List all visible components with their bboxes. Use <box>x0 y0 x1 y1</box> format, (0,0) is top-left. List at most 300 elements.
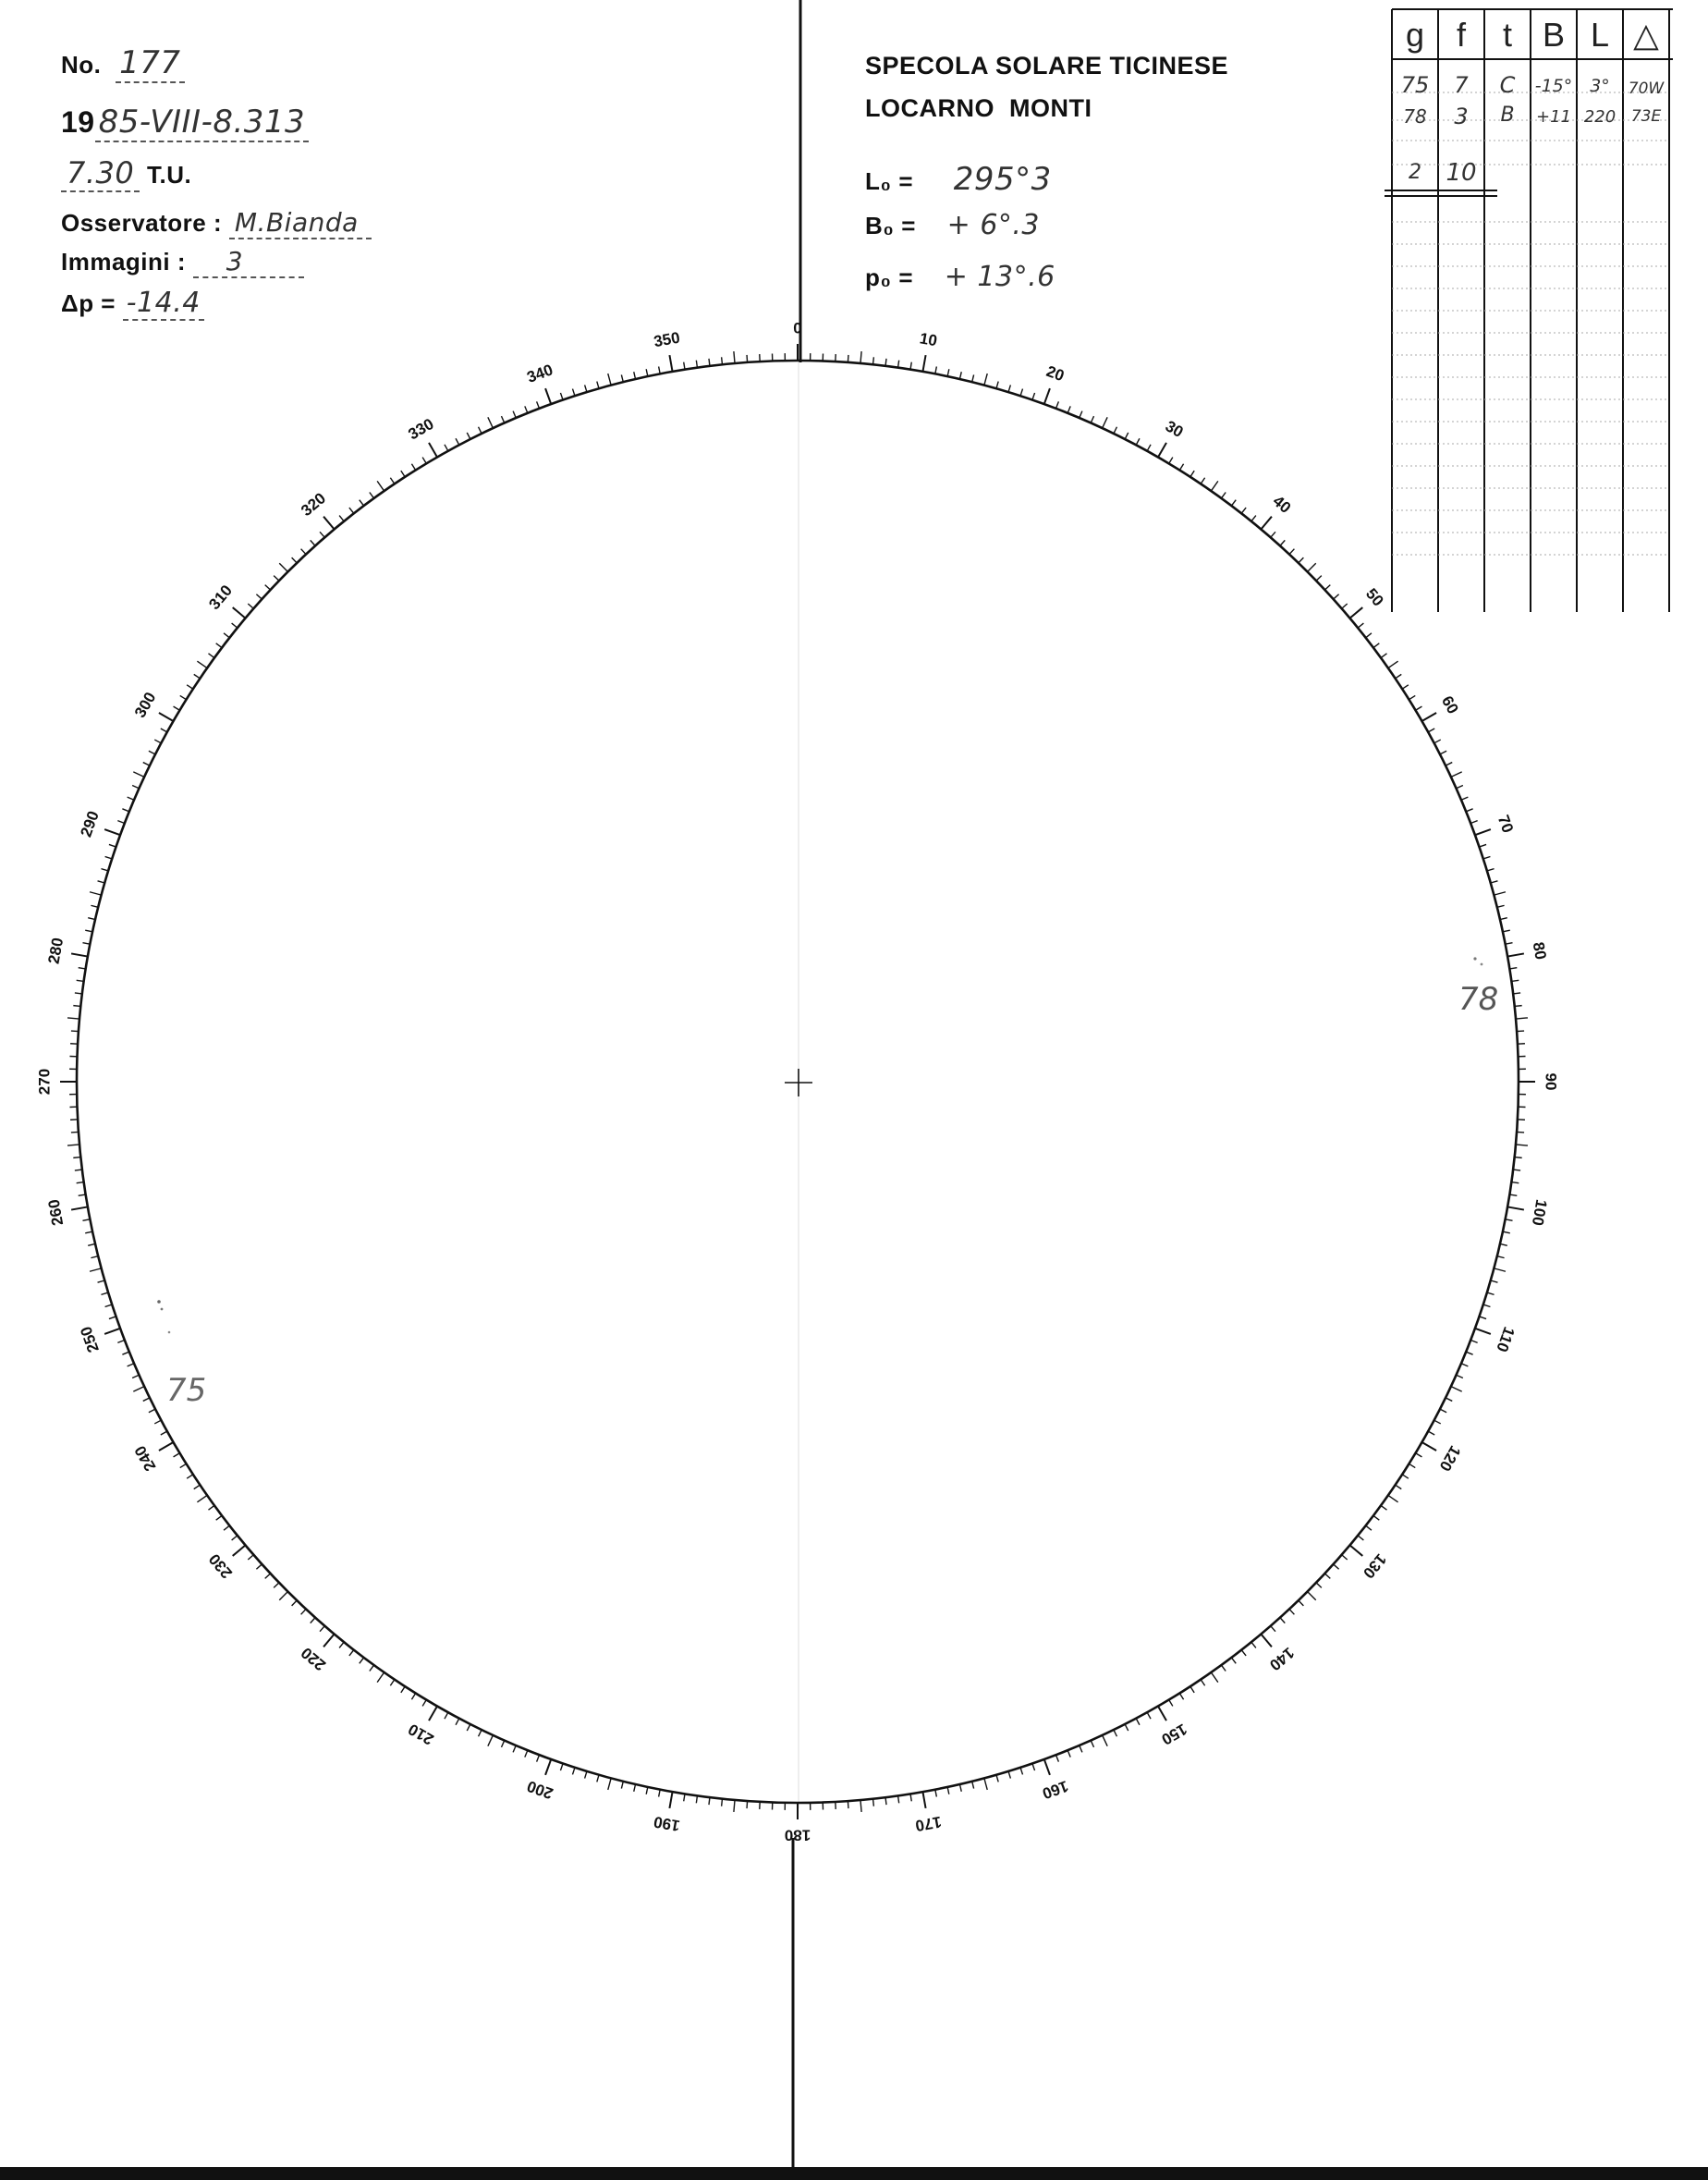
scale-tick <box>1515 1157 1522 1158</box>
scale-tick <box>1416 1453 1422 1457</box>
scale-tick <box>1020 1768 1022 1775</box>
scale-tick <box>684 1794 685 1801</box>
scale-tick <box>77 1182 84 1183</box>
sunspot-dot <box>1481 963 1483 966</box>
scale-tick <box>646 1787 648 1794</box>
scale-tick <box>1494 892 1506 895</box>
scale-tick <box>1358 623 1363 628</box>
scale-tick <box>709 359 710 366</box>
scale-tick <box>339 1642 344 1647</box>
scale-label-230: 230 <box>205 1549 237 1582</box>
scale-tick <box>180 1464 187 1467</box>
scale-tick <box>323 1635 335 1647</box>
scale-tick <box>279 1592 287 1600</box>
scale-tick <box>1451 772 1462 778</box>
scale-tick <box>560 1764 563 1771</box>
scale-tick <box>1388 1495 1398 1501</box>
scale-label-20: 20 <box>1043 361 1067 386</box>
scale-label-340: 340 <box>524 361 555 386</box>
scale-tick <box>1308 1592 1316 1600</box>
sunspot-group-78 <box>1458 957 1498 1018</box>
scale-tick <box>122 809 128 812</box>
scale-tick <box>972 1782 974 1789</box>
scale-tick <box>513 411 516 418</box>
scale-tick <box>85 1231 92 1233</box>
scale-tick <box>180 695 187 699</box>
table-header-L: L <box>1590 16 1610 54</box>
scale-tick <box>1491 881 1498 883</box>
scale-tick <box>1169 1700 1173 1707</box>
table-cell: 220 <box>1583 107 1616 127</box>
scale-tick <box>1147 445 1151 451</box>
scale-tick <box>1241 508 1246 513</box>
scale-tick <box>1125 1724 1128 1731</box>
scale-tick <box>104 1329 120 1334</box>
scale-tick <box>984 374 987 386</box>
scale-tick <box>572 389 574 397</box>
scale-tick <box>1271 1626 1275 1632</box>
scale-tick <box>132 785 139 788</box>
scale-tick <box>1179 464 1183 471</box>
scale-tick <box>1044 388 1050 404</box>
scale-tick <box>90 1268 102 1271</box>
scale-tick <box>1308 563 1316 571</box>
scale-tick <box>1517 1031 1524 1032</box>
sunspot-dot <box>168 1331 171 1334</box>
scale-tick <box>1470 1341 1477 1343</box>
scale-tick <box>597 1775 599 1782</box>
year-prefix: 19 <box>61 105 95 139</box>
B0-value: + 6°.3 <box>946 209 1041 241</box>
scale-tick <box>1409 1464 1415 1467</box>
scale-tick <box>1020 389 1022 397</box>
scale-tick <box>1506 1219 1513 1221</box>
scale-tick <box>1091 416 1093 423</box>
scale-tick <box>1500 1243 1507 1245</box>
scale-tick <box>1366 633 1372 638</box>
scale-tick <box>996 1775 998 1782</box>
scale-tick <box>224 633 229 638</box>
scale-tick <box>1388 661 1398 667</box>
scale-tick <box>959 372 961 379</box>
scale-tick <box>659 1790 661 1797</box>
scale-tick <box>1316 1583 1322 1588</box>
sunspot-dot <box>157 1300 161 1304</box>
scale-tick <box>1261 1635 1272 1647</box>
scale-tick <box>1483 1304 1491 1306</box>
scale-tick <box>265 585 271 590</box>
scale-tick <box>1190 471 1194 477</box>
number-value: 177 <box>116 44 184 83</box>
scale-tick <box>1280 540 1285 545</box>
scale-tick <box>445 445 448 451</box>
scale-tick <box>349 508 354 513</box>
table-cell: 3 <box>1454 104 1469 129</box>
scale-tick <box>132 1375 139 1378</box>
scale-tick <box>429 1707 437 1721</box>
scale-label-120: 120 <box>1435 1442 1465 1475</box>
scale-tick <box>117 821 124 824</box>
scale-tick <box>1373 1515 1379 1520</box>
scale-tick <box>105 1304 113 1306</box>
scale-tick <box>71 953 88 956</box>
scale-label-150: 150 <box>1158 1720 1190 1749</box>
scale-tick <box>98 1280 105 1282</box>
scale-tick <box>1103 1735 1108 1746</box>
scale-tick <box>572 1768 574 1775</box>
scale-tick <box>747 1801 748 1808</box>
scale-tick <box>248 1555 253 1560</box>
scale-tick <box>101 869 108 871</box>
scale-tick <box>1316 576 1322 582</box>
scale-tick <box>1466 809 1472 812</box>
scale-tick <box>1241 1650 1246 1656</box>
scale-tick <box>479 1730 482 1736</box>
scale-tick <box>1516 1018 1528 1019</box>
scale-tick <box>1231 1658 1236 1663</box>
scale-tick <box>133 1387 144 1392</box>
scale-tick <box>1103 417 1108 428</box>
table-cell: 78 <box>1403 105 1427 128</box>
scale-tick <box>1475 1329 1491 1334</box>
scale-tick <box>90 892 102 895</box>
scale-tick <box>161 1431 167 1435</box>
position-angle-labels <box>35 319 1559 1843</box>
scale-tick <box>216 1515 222 1520</box>
scale-tick <box>1434 740 1441 743</box>
scale-tick <box>885 359 886 366</box>
scale-tick <box>1416 706 1422 710</box>
scale-tick <box>101 1292 108 1294</box>
scale-tick <box>1231 500 1236 506</box>
scale-tick <box>1470 821 1477 824</box>
scale-tick <box>117 1341 124 1343</box>
scale-tick <box>1342 604 1348 608</box>
scale-tick <box>1032 393 1035 400</box>
p0-label: p₀ = <box>865 263 914 291</box>
delta-p-label: Δp = <box>61 289 116 317</box>
table-header-delta: △ <box>1633 16 1659 54</box>
scale-tick <box>233 607 246 618</box>
scale-tick <box>73 1006 80 1007</box>
scale-tick <box>935 1790 937 1797</box>
scale-tick <box>274 1583 279 1588</box>
scale-tick <box>1506 943 1513 945</box>
scale-label-160: 160 <box>1040 1777 1071 1803</box>
scale-tick <box>401 1686 405 1693</box>
scale-tick <box>233 1545 246 1556</box>
scale-tick <box>1396 1485 1402 1488</box>
scale-tick <box>1008 385 1010 392</box>
scale-tick <box>429 443 437 458</box>
scale-tick <box>75 993 82 994</box>
scale-tick <box>1201 478 1204 484</box>
scale-tick <box>1500 918 1507 920</box>
scale-tick <box>301 1609 306 1614</box>
scale-tick <box>1483 856 1491 858</box>
scale-tick <box>1068 1750 1070 1757</box>
scale-tick <box>885 1797 886 1805</box>
scale-tick <box>537 1755 540 1761</box>
scale-tick <box>1517 1132 1524 1133</box>
scale-tick <box>411 1693 415 1699</box>
scale-tick <box>128 797 134 800</box>
scale-label-60: 60 <box>1437 692 1462 717</box>
images-label: Immagini : <box>61 248 187 276</box>
scale-tick <box>1461 797 1468 800</box>
scale-tick <box>1457 785 1463 788</box>
scale-tick <box>597 382 599 389</box>
scale-label-110: 110 <box>1493 1324 1519 1354</box>
scale-label-10: 10 <box>918 329 939 350</box>
scale-tick <box>608 374 611 386</box>
scale-tick <box>947 369 949 376</box>
scale-tick <box>194 1485 201 1488</box>
scale-tick <box>488 417 494 428</box>
group-number-75: 75 <box>166 1372 207 1409</box>
scale-tick <box>1487 869 1494 871</box>
scale-label-290: 290 <box>77 808 103 839</box>
scale-tick <box>149 751 155 754</box>
scale-label-140: 140 <box>1265 1643 1298 1674</box>
scale-tick <box>734 1800 735 1812</box>
scale-tick <box>456 1719 459 1725</box>
scale-tick <box>311 540 315 545</box>
scale-tick <box>224 1525 229 1530</box>
scale-tick <box>734 351 735 363</box>
table-cell: 70W <box>1628 80 1665 98</box>
scale-tick <box>947 1787 949 1794</box>
scale-tick <box>696 361 697 368</box>
scale-label-40: 40 <box>1269 492 1295 518</box>
scale-tick <box>370 1665 374 1671</box>
scale-label-240: 240 <box>130 1442 160 1475</box>
scale-tick <box>935 366 937 374</box>
scale-tick <box>390 478 394 484</box>
scale-tick <box>910 1794 911 1801</box>
table-cell: 73E <box>1630 107 1662 126</box>
scale-tick <box>722 357 723 364</box>
table-cell: +11 <box>1536 107 1571 127</box>
scale-label-90: 90 <box>1542 1072 1560 1091</box>
scale-tick <box>1158 1707 1166 1721</box>
scale-tick <box>401 471 405 477</box>
scale-tick <box>1358 1536 1363 1540</box>
scale-tick <box>128 1364 134 1366</box>
scale-tick <box>545 1759 551 1775</box>
scale-tick <box>248 604 253 608</box>
scale-tick <box>1509 968 1517 969</box>
scale-tick <box>972 374 974 382</box>
scale-tick <box>634 1784 636 1792</box>
scale-tick <box>311 1618 315 1623</box>
scale-tick <box>1434 1420 1441 1424</box>
scale-label-320: 320 <box>298 489 330 521</box>
scale-tick <box>194 674 201 678</box>
table-cell: 7 <box>1454 72 1469 98</box>
scale-tick <box>634 372 636 379</box>
L0-label: L₀ = <box>865 167 914 195</box>
scale-tick <box>585 385 587 392</box>
table-header-t: t <box>1502 16 1512 54</box>
scale-tick <box>1381 654 1386 658</box>
scale-tick <box>1507 953 1524 956</box>
scale-tick <box>467 433 470 439</box>
observer-value: M.Bianda <box>229 207 372 239</box>
scale-tick <box>1008 1771 1010 1779</box>
scale-tick <box>873 1799 874 1806</box>
scale-tick <box>1271 532 1275 537</box>
scale-tick <box>1497 1256 1505 1258</box>
scale-tick <box>320 1626 324 1632</box>
scale-tick <box>216 643 222 648</box>
time-unit: T.U. <box>146 161 192 189</box>
scale-tick <box>349 1650 354 1656</box>
scale-label-220: 220 <box>298 1643 330 1674</box>
scale-tick <box>82 943 90 945</box>
scale-tick <box>1350 1545 1363 1556</box>
scale-tick <box>174 1453 180 1457</box>
scale-tick <box>1511 980 1519 981</box>
scale-tick <box>143 763 150 766</box>
scale-tick <box>684 362 685 370</box>
table-header-B: B <box>1542 16 1565 54</box>
scale-tick <box>67 1018 79 1019</box>
scale-tick <box>187 1475 193 1478</box>
scale-tick <box>456 438 459 445</box>
scale-tick <box>1440 751 1446 754</box>
scale-tick <box>232 623 238 628</box>
table-header-g: g <box>1405 16 1425 54</box>
scale-tick <box>320 532 324 537</box>
scale-tick <box>525 406 528 412</box>
scale-tick <box>143 1398 150 1402</box>
scale-tick <box>1480 844 1487 847</box>
scale-tick <box>922 1792 925 1808</box>
scale-tick <box>860 351 861 363</box>
scale-tick <box>722 1799 723 1806</box>
number-label: No. <box>61 51 102 79</box>
scale-label-30: 30 <box>1162 417 1187 442</box>
scale-tick <box>1211 481 1217 491</box>
scale-label-130: 130 <box>1359 1549 1390 1582</box>
scale-tick <box>1446 1398 1452 1402</box>
scale-label-310: 310 <box>205 582 237 614</box>
table-cell: -15° <box>1534 76 1573 96</box>
scale-tick <box>1457 1375 1463 1378</box>
scale-tick <box>1440 1409 1446 1413</box>
scale-tick <box>79 1194 86 1195</box>
scale-tick <box>1169 458 1173 464</box>
scale-tick <box>669 1792 672 1808</box>
scale-tick <box>709 1797 710 1805</box>
scale-tick <box>1402 1475 1409 1478</box>
scale-tick <box>1509 1194 1517 1195</box>
scale-tick <box>390 1680 394 1686</box>
scale-tick <box>1451 1387 1462 1392</box>
scale-tick <box>873 357 874 364</box>
scale-tick <box>370 492 374 497</box>
scale-tick <box>1068 406 1070 412</box>
table-cell: 3° <box>1590 76 1610 96</box>
scale-tick <box>323 517 335 530</box>
scale-tick <box>292 1600 298 1606</box>
scale-label-280: 280 <box>44 936 67 966</box>
sunspot-dot <box>161 1308 164 1311</box>
scale-tick <box>696 1795 697 1803</box>
scale-tick <box>1494 1268 1506 1271</box>
scale-tick <box>133 772 144 778</box>
scale-tick <box>208 1505 214 1510</box>
scale-tick <box>545 388 551 404</box>
scale-tick <box>1080 1745 1082 1752</box>
scale-tick <box>71 1031 79 1032</box>
scale-label-300: 300 <box>130 689 160 721</box>
scale-tick <box>1503 930 1510 932</box>
table-header-f: f <box>1456 16 1466 54</box>
scale-tick <box>1289 1609 1294 1614</box>
scale-tick <box>161 729 167 732</box>
scale-tick <box>197 1495 207 1501</box>
scale-label-70: 70 <box>1494 813 1518 836</box>
scale-tick <box>159 1442 174 1451</box>
scale-tick <box>91 905 98 907</box>
scale-tick <box>360 1658 364 1663</box>
delta-p-value: -14.4 <box>123 287 204 321</box>
scale-tick <box>898 361 899 368</box>
scale-tick <box>1428 729 1434 732</box>
scale-tick <box>1475 829 1491 835</box>
scale-tick <box>1261 517 1272 530</box>
observer-label: Osservatore : <box>61 209 223 237</box>
scale-tick <box>1032 1764 1035 1771</box>
scale-tick <box>1342 1555 1348 1560</box>
sunspot-dot <box>1473 957 1476 960</box>
scale-tick <box>747 355 748 362</box>
scale-tick <box>445 1712 448 1719</box>
scale-tick <box>1350 607 1363 618</box>
time-value: 7.30 <box>61 155 140 192</box>
scale-label-80: 80 <box>1529 940 1550 961</box>
scale-tick <box>232 1536 238 1540</box>
scale-tick <box>1324 585 1330 590</box>
scale-label-180: 180 <box>784 1826 811 1844</box>
scale-tick <box>1373 643 1379 648</box>
scale-tick <box>1491 1280 1498 1282</box>
scale-tick <box>82 1219 90 1221</box>
scale-tick <box>1158 443 1166 458</box>
scale-label-0: 0 <box>793 319 802 337</box>
scale-tick <box>513 1745 516 1752</box>
scale-tick <box>109 844 116 847</box>
scale-tick <box>1056 1755 1059 1761</box>
scale-tick <box>1402 685 1409 689</box>
scale-tick <box>77 980 84 981</box>
scale-tick <box>98 881 105 883</box>
scale-tick <box>959 1784 961 1792</box>
scale-tick <box>1366 1525 1372 1530</box>
scale-label-260: 260 <box>44 1197 67 1228</box>
scale-tick <box>922 355 925 372</box>
scale-tick <box>1091 1741 1093 1747</box>
scale-tick <box>411 464 415 471</box>
scale-tick <box>1409 695 1415 699</box>
scale-label-170: 170 <box>913 1812 944 1835</box>
scale-tick <box>996 382 998 389</box>
institution-location: LOCARNO MONTI <box>865 94 1092 122</box>
scale-tick <box>501 416 504 423</box>
scale-tick <box>1299 557 1304 563</box>
